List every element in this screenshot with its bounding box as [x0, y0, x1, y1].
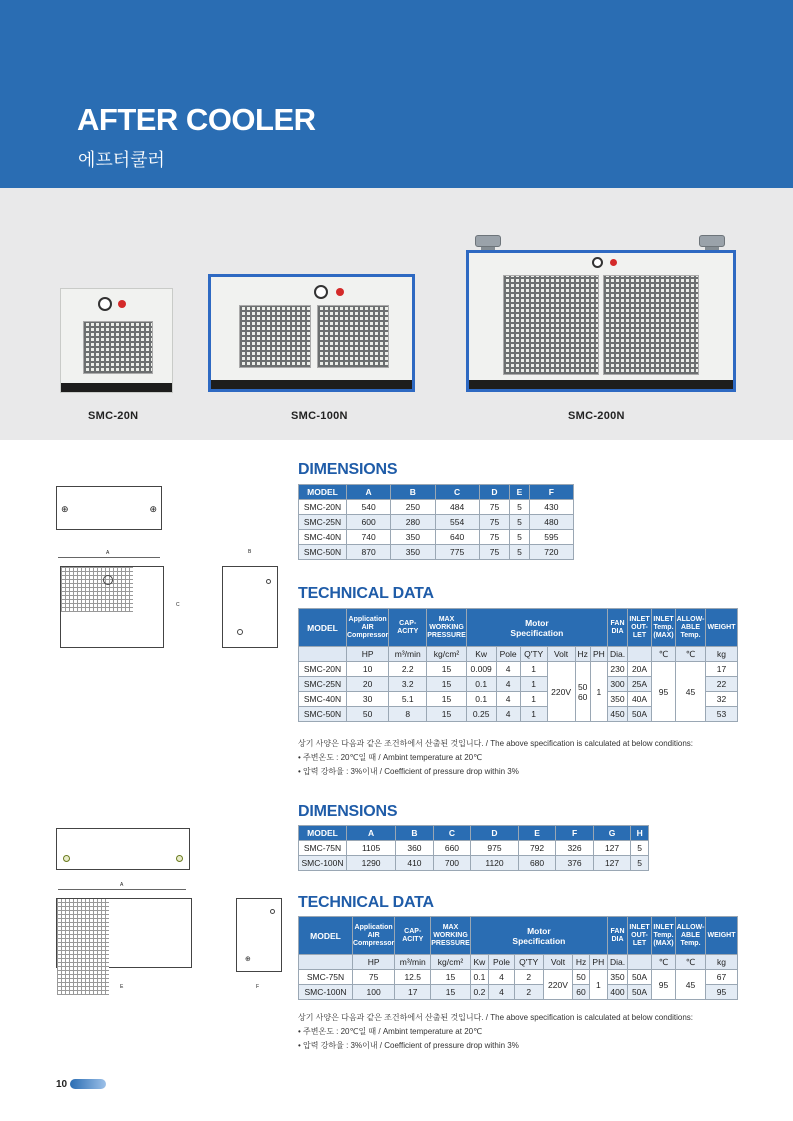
- cell: 1: [520, 707, 547, 722]
- brand-logo: [70, 1079, 106, 1089]
- technical-title-2: TECHNICAL DATA: [298, 894, 434, 911]
- cell: 10: [347, 662, 389, 677]
- dimensions-title-2: DIMENSIONS: [298, 803, 398, 820]
- product-image-smc-200n: [466, 250, 736, 392]
- unit-cell: Q'TY: [514, 955, 543, 970]
- unit-cell: kg: [706, 647, 738, 662]
- dimension-line-a: [58, 889, 186, 890]
- unit-row: [299, 647, 738, 662]
- product-photo-band: [0, 188, 793, 440]
- unit-cell: Q'TY: [520, 647, 547, 662]
- cell: 480: [529, 515, 573, 530]
- inlet-flange-icon: [475, 235, 501, 247]
- gauge-icon: [592, 257, 603, 268]
- table-header-row: [299, 485, 574, 500]
- cell: 700: [433, 856, 471, 871]
- side-view-drawing-2: [236, 898, 282, 972]
- dimensions-table-1: [298, 484, 574, 560]
- unit-cell: [628, 955, 652, 970]
- cell: 775: [435, 545, 479, 560]
- cell: 350: [608, 692, 628, 707]
- col-header-application: Application AIR Compressor: [353, 917, 395, 955]
- cell: 720: [529, 545, 573, 560]
- cell: 4: [496, 692, 520, 707]
- unit-cell: m³/min: [389, 647, 427, 662]
- cell: 870: [347, 545, 391, 560]
- cell: 15: [427, 662, 467, 677]
- cell: 326: [556, 841, 594, 856]
- cell: 8: [389, 707, 427, 722]
- cell-ph: 1: [590, 662, 607, 722]
- cell-hz: 50: [573, 970, 589, 985]
- cell: 2.2: [389, 662, 427, 677]
- unit-cell: [628, 647, 652, 662]
- machine-base: [61, 383, 172, 392]
- unit-cell: Kw: [470, 955, 488, 970]
- table-row: [299, 841, 649, 856]
- cell-temp-allow: 45: [676, 662, 706, 722]
- cell: 350: [608, 970, 628, 985]
- cell: 75: [479, 545, 510, 560]
- spec-note-1: [298, 737, 693, 779]
- col-header-inlet-temp: INLET Temp. (MAX): [652, 917, 676, 955]
- cell-temp-max: 95: [652, 662, 676, 722]
- grill-drawing: [61, 567, 133, 612]
- unit-cell: Volt: [547, 647, 575, 662]
- dimensions-title-1: DIMENSIONS: [298, 461, 398, 478]
- cell: 640: [435, 530, 479, 545]
- cell: 484: [435, 500, 479, 515]
- cooling-grill-right: [603, 275, 699, 375]
- cell: 15: [431, 970, 471, 985]
- dim-label-e: E: [120, 984, 124, 990]
- cell: 127: [593, 841, 631, 856]
- front-view-drawing-2: [56, 898, 192, 968]
- cell: 25A: [628, 677, 652, 692]
- cell: SMC-75N: [299, 841, 347, 856]
- dim-label-f: F: [256, 984, 260, 990]
- table-row: [299, 515, 574, 530]
- cell: 792: [518, 841, 556, 856]
- power-button-icon: [336, 288, 344, 296]
- cell: SMC-100N: [299, 856, 347, 871]
- cooling-grill-left: [503, 275, 599, 375]
- cell: 50A: [628, 985, 652, 1000]
- cell: 53: [706, 707, 738, 722]
- unit-cell: kg/cm²: [427, 647, 467, 662]
- page-title: AFTER COOLER: [77, 102, 316, 137]
- col-header: G: [593, 826, 631, 841]
- cell: 75: [479, 530, 510, 545]
- cell: 1: [520, 677, 547, 692]
- cell: 540: [347, 500, 391, 515]
- cell: 430: [529, 500, 573, 515]
- cell: 4: [489, 970, 515, 985]
- table-header-row: [299, 826, 649, 841]
- col-header: E: [510, 485, 529, 500]
- cell: 0.2: [470, 985, 488, 1000]
- col-header-fan: FAN DIA: [608, 609, 628, 647]
- col-header-capacity: CAP- ACITY: [395, 917, 431, 955]
- note-line: 상기 사양은 다음과 같은 조건하에서 산출된 것입니다. / The above specification is calculated at below conditions:: [298, 1013, 694, 1022]
- cell-temp-max: 95: [652, 970, 676, 1000]
- side-view-drawing-1: [222, 566, 278, 648]
- unit-cell: kg/cm²: [431, 955, 471, 970]
- cell: 2: [514, 970, 543, 985]
- technical-table-1: [298, 608, 738, 722]
- col-header: F: [529, 485, 573, 500]
- unit-cell: Hz: [573, 955, 589, 970]
- unit-cell: ℃: [676, 955, 706, 970]
- port-icon: [266, 579, 271, 584]
- gauge-icon: [98, 297, 112, 311]
- col-header: B: [396, 826, 434, 841]
- cell: 410: [396, 856, 434, 871]
- unit-cell: Volt: [543, 955, 573, 970]
- cell: 595: [529, 530, 573, 545]
- unit-cell: [299, 955, 353, 970]
- unit-cell: ℃: [652, 955, 676, 970]
- gauge-icon: [103, 575, 113, 585]
- cell: 15: [427, 707, 467, 722]
- dim-label-c: C: [176, 602, 180, 608]
- col-header-model: MODEL: [299, 917, 353, 955]
- cooling-grill-left: [239, 305, 311, 368]
- col-header-fan: FAN DIA: [608, 917, 628, 955]
- unit-cell: Hz: [575, 647, 590, 662]
- drain-icon: [237, 629, 243, 635]
- cell: 5: [510, 530, 529, 545]
- cell-volt: 220V: [543, 970, 573, 1000]
- col-header-inlet: INLET OUT- LET: [628, 917, 652, 955]
- cell: SMC-20N: [299, 662, 347, 677]
- drain-icon: ⊕: [245, 956, 251, 963]
- cell: 22: [706, 677, 738, 692]
- unit-cell: [299, 647, 347, 662]
- unit-cell: m³/min: [395, 955, 431, 970]
- cell: 67: [706, 970, 738, 985]
- cell: 5: [631, 841, 649, 856]
- cooling-grill-right: [317, 305, 389, 368]
- cell: 400: [608, 985, 628, 1000]
- table-header-row: [299, 917, 738, 955]
- cell: 32: [706, 692, 738, 707]
- unit-cell: ℃: [676, 647, 706, 662]
- table-row: [299, 530, 574, 545]
- gauge-icon: [314, 285, 328, 299]
- cell: 3.2: [389, 677, 427, 692]
- dimensions-table-2: [298, 825, 649, 871]
- header-banner: [0, 0, 793, 188]
- unit-cell: Pole: [496, 647, 520, 662]
- unit-cell: Dia.: [608, 955, 628, 970]
- cell: 4: [496, 677, 520, 692]
- unit-cell: ℃: [652, 647, 676, 662]
- power-button-icon: [118, 300, 126, 308]
- cell: 0.1: [466, 692, 496, 707]
- col-header-pressure: MAX WORKING PRESSURE: [427, 609, 467, 647]
- cell: 975: [471, 841, 519, 856]
- cell-volt: 220V: [547, 662, 575, 722]
- front-view-drawing-1: [60, 566, 164, 648]
- grill-drawing-right: [57, 947, 109, 995]
- cell: 4: [489, 985, 515, 1000]
- product-label-smc-20n: SMC-20N: [88, 410, 139, 422]
- col-header-motor: Motor Specification: [470, 917, 607, 955]
- cell: 300: [608, 677, 628, 692]
- note-line: • 압력 강하율 : 3%이내 / Coefficient of pressure drop within 3%: [298, 1041, 519, 1050]
- cell: 350: [391, 530, 435, 545]
- grill-drawing-left: [57, 899, 109, 947]
- col-header-allow-temp: ALLOW- ABLE Temp.: [676, 917, 706, 955]
- unit-cell: HP: [347, 647, 389, 662]
- cell: 100: [353, 985, 395, 1000]
- port-icon: [176, 855, 183, 862]
- col-header: D: [471, 826, 519, 841]
- cell: 50A: [628, 970, 652, 985]
- cell: 95: [706, 985, 738, 1000]
- cell: 660: [433, 841, 471, 856]
- cell: 376: [556, 856, 594, 871]
- col-header-inlet-temp: INLET Temp. (MAX): [652, 609, 676, 647]
- cell: 1: [520, 692, 547, 707]
- col-header: C: [433, 826, 471, 841]
- cell: 20: [347, 677, 389, 692]
- unit-cell: PH: [589, 955, 607, 970]
- col-header: F: [556, 826, 594, 841]
- cell: 5: [510, 545, 529, 560]
- cell: 0.009: [466, 662, 496, 677]
- outlet-flange-icon: [699, 235, 725, 247]
- page-subtitle: 에프터쿨러: [78, 150, 165, 170]
- table-header-row: [299, 609, 738, 647]
- cell: 0.1: [466, 677, 496, 692]
- cell: SMC-50N: [299, 545, 347, 560]
- cell: 450: [608, 707, 628, 722]
- cell: 50: [347, 707, 389, 722]
- cell: 360: [396, 841, 434, 856]
- cooling-grill: [83, 321, 153, 374]
- cell: 12.5: [395, 970, 431, 985]
- unit-cell: PH: [590, 647, 607, 662]
- cell: 740: [347, 530, 391, 545]
- cell: 20A: [628, 662, 652, 677]
- cell: SMC-40N: [299, 530, 347, 545]
- cell: 0.1: [470, 970, 488, 985]
- cell: 350: [391, 545, 435, 560]
- top-view-drawing-2: [56, 828, 190, 870]
- cell: 4: [496, 707, 520, 722]
- cell: 230: [608, 662, 628, 677]
- cell: SMC-25N: [299, 677, 347, 692]
- technical-table-2: [298, 916, 738, 1000]
- cell: SMC-100N: [299, 985, 353, 1000]
- col-header: A: [347, 826, 396, 841]
- unit-cell: Kw: [466, 647, 496, 662]
- cell: 0.25: [466, 707, 496, 722]
- cell: 75: [479, 500, 510, 515]
- col-header: A: [347, 485, 391, 500]
- cell-hz: 50 60: [575, 662, 590, 722]
- col-header-motor: Motor Specification: [466, 609, 607, 647]
- cell: 680: [518, 856, 556, 871]
- product-label-smc-200n: SMC-200N: [568, 410, 625, 422]
- note-line: • 주변온도 : 20℃일 때 / Ambint temperature at 20℃: [298, 753, 483, 762]
- cell: 5: [510, 500, 529, 515]
- table-row: [299, 545, 574, 560]
- cell: 15: [427, 692, 467, 707]
- cell: 280: [391, 515, 435, 530]
- dim-label-a: A: [106, 550, 110, 556]
- cell: 1105: [347, 841, 396, 856]
- cell: 75: [353, 970, 395, 985]
- cell: 1: [520, 662, 547, 677]
- port-icon: ⊕: [149, 504, 157, 514]
- product-image-smc-20n: [60, 288, 173, 393]
- note-line: • 주변온도 : 20℃일 때 / Ambint temperature at 20℃: [298, 1027, 483, 1036]
- dimension-line-a: [58, 557, 160, 558]
- unit-cell: kg: [706, 955, 738, 970]
- col-header-pressure: MAX WORKING PRESSURE: [431, 917, 471, 955]
- cell-hz: 60: [573, 985, 589, 1000]
- cell: 5: [631, 856, 649, 871]
- col-header-allow-temp: ALLOW- ABLE Temp.: [676, 609, 706, 647]
- cell: 554: [435, 515, 479, 530]
- unit-cell: HP: [353, 955, 395, 970]
- col-header: B: [391, 485, 435, 500]
- cell: 17: [706, 662, 738, 677]
- cell: 1120: [471, 856, 519, 871]
- product-label-smc-100n: SMC-100N: [291, 410, 348, 422]
- col-header: E: [518, 826, 556, 841]
- port-icon: [270, 909, 275, 914]
- col-header: D: [479, 485, 510, 500]
- table-row: [299, 662, 738, 677]
- cell: SMC-40N: [299, 692, 347, 707]
- cell: 5.1: [389, 692, 427, 707]
- cell: 1290: [347, 856, 396, 871]
- unit-cell: Pole: [489, 955, 515, 970]
- col-header: H: [631, 826, 649, 841]
- cell: SMC-75N: [299, 970, 353, 985]
- port-icon: ⊕: [61, 504, 69, 514]
- note-line: • 압력 강하율 : 3%이내 / Coefficient of pressure drop within 3%: [298, 767, 519, 776]
- page-number: 10: [56, 1079, 68, 1090]
- top-view-drawing-1: [56, 486, 162, 530]
- cell: 50A: [628, 707, 652, 722]
- table-row: [299, 500, 574, 515]
- col-header-model: MODEL: [299, 609, 347, 647]
- cell: SMC-25N: [299, 515, 347, 530]
- cell: 40A: [628, 692, 652, 707]
- power-button-icon: [610, 259, 617, 266]
- cell: 15: [431, 985, 471, 1000]
- cell: 5: [510, 515, 529, 530]
- port-icon: [63, 855, 70, 862]
- cell: 15: [427, 677, 467, 692]
- cell: 600: [347, 515, 391, 530]
- cell: 30: [347, 692, 389, 707]
- note-line: 상기 사양은 다음과 같은 조건하에서 산출된 것입니다. / The above specification is calculated at below conditions:: [298, 739, 694, 748]
- cell: SMC-50N: [299, 707, 347, 722]
- col-header-weight: WEIGHT: [706, 609, 738, 647]
- product-image-smc-100n: [208, 274, 415, 392]
- machine-base: [469, 380, 733, 389]
- cell: SMC-20N: [299, 500, 347, 515]
- col-header: C: [435, 485, 479, 500]
- cell: 4: [496, 662, 520, 677]
- table-row: [299, 970, 738, 985]
- cell: 17: [395, 985, 431, 1000]
- cell: 75: [479, 515, 510, 530]
- col-header: MODEL: [299, 485, 347, 500]
- cell-temp-allow: 45: [676, 970, 706, 1000]
- dim-label-a: A: [120, 882, 124, 888]
- technical-title-1: TECHNICAL DATA: [298, 585, 434, 602]
- machine-base: [211, 380, 412, 389]
- col-header: MODEL: [299, 826, 347, 841]
- table-row: [299, 856, 649, 871]
- dim-label-b: B: [248, 549, 252, 555]
- unit-row: [299, 955, 738, 970]
- cell: 250: [391, 500, 435, 515]
- col-header-capacity: CAP-ACITY: [389, 609, 427, 647]
- unit-cell: Dia.: [608, 647, 628, 662]
- col-header-weight: WEIGHT: [706, 917, 738, 955]
- col-header-inlet: INLET OUT- LET: [628, 609, 652, 647]
- col-header-application: Application AIR Compressor: [347, 609, 389, 647]
- cell-ph: 1: [589, 970, 607, 1000]
- cell: 2: [514, 985, 543, 1000]
- spec-note-2: [298, 1011, 693, 1053]
- cell: 127: [593, 856, 631, 871]
